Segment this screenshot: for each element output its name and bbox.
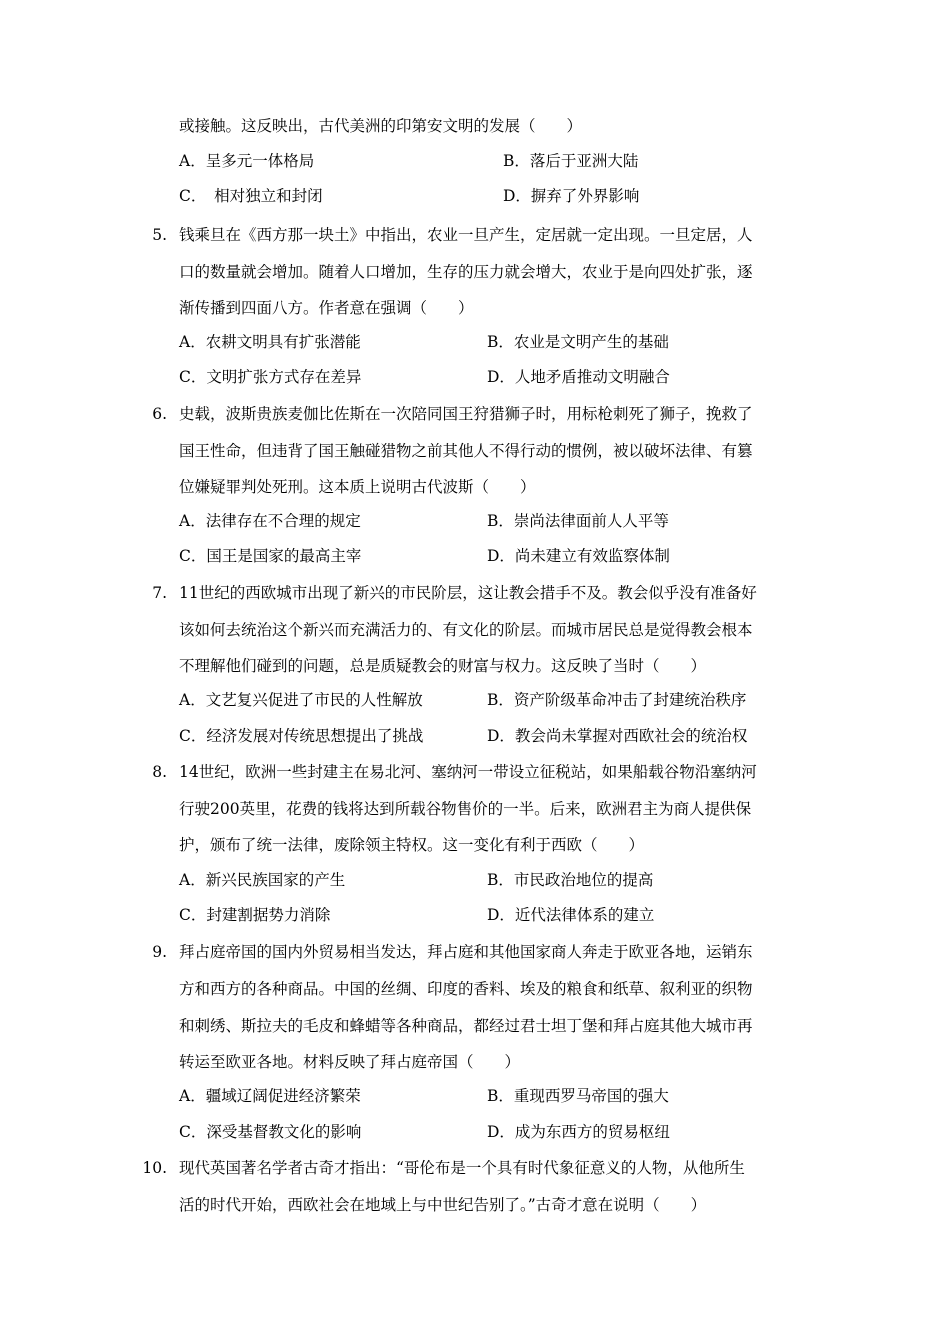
- q9-stem-line: 和刺绣、斯拉夫的毛皮和蜂蜡等各种商品，都经过君士坦丁堡和拜占庭其他大城市再: [179, 1017, 753, 1035]
- q8-stem-line: 14世纪，欧洲一些封建主在易北河、塞纳河一带设立征税站，如果船载谷物沿塞纳河: [179, 763, 757, 781]
- q9-option-c[interactable]: C．深受基督教文化的影响: [179, 1123, 362, 1141]
- q9-option-b[interactable]: B．重现西罗马帝国的强大: [487, 1087, 669, 1105]
- q9-stem-line: 方和西方的各种商品。中国的丝绸、印度的香料、埃及的粮食和纸草、叙利亚的织物: [179, 980, 753, 998]
- q6-number: 6.: [152, 405, 167, 423]
- q7-option-c[interactable]: C．经济发展对传统思想提出了挑战: [179, 727, 424, 745]
- q4-option-c[interactable]: C． 相对独立和封闭: [179, 187, 323, 205]
- q6-option-a[interactable]: A．法律存在不合理的规定: [179, 512, 361, 530]
- q8-stem-line: 护，颁布了统一法律，废除领主特权。这一变化有利于西欧（ ）: [179, 836, 645, 854]
- q7-option-a[interactable]: A．文艺复兴促进了市民的人性解放: [179, 691, 423, 709]
- q5-stem-line: 渐传播到四面八方。作者意在强调（ ）: [179, 299, 474, 317]
- q6-option-c[interactable]: C．国王是国家的最高主宰: [179, 547, 362, 565]
- q8-option-c[interactable]: C．封建割据势力消除: [179, 906, 331, 924]
- q10-number: 10.: [142, 1159, 167, 1177]
- q5-option-d[interactable]: D．人地矛盾推动文明融合: [487, 368, 670, 386]
- q9-number: 9.: [152, 943, 167, 961]
- q9-option-a[interactable]: A．疆域辽阔促进经济繁荣: [179, 1087, 361, 1105]
- q7-option-b[interactable]: B．资产阶级革命冲击了封建统治秩序: [487, 691, 747, 709]
- q7-stem-line: 该如何去统治这个新兴而充满活力的、有文化的阶层。而城市居民总是觉得教会根本: [179, 621, 753, 639]
- q4-option-d[interactable]: D．摒弃了外界影响: [503, 187, 640, 205]
- q8-number: 8.: [152, 763, 167, 781]
- q7-number: 7.: [152, 584, 167, 602]
- q9-option-d[interactable]: D．成为东西方的贸易枢纽: [487, 1123, 670, 1141]
- q9-stem-line: 拜占庭帝国的国内外贸易相当发达，拜占庭和其他国家商人奔走于欧亚各地，运销东: [179, 943, 753, 961]
- q8-option-d[interactable]: D．近代法律体系的建立: [487, 906, 655, 924]
- q6-option-d[interactable]: D．尚未建立有效监察体制: [487, 547, 670, 565]
- q5-option-a[interactable]: A．农耕文明具有扩张潜能: [179, 333, 361, 351]
- q10-stem-line: 活的时代开始，西欧社会在地域上与中世纪告别了。”古奇才意在说明（ ）: [179, 1196, 707, 1214]
- q8-stem-line: 行驶200英里，花费的钱将达到所载谷物售价的一半。后来，欧洲君主为商人提供保: [179, 800, 752, 818]
- q7-stem-line: 11世纪的西欧城市出现了新兴的市民阶层，这让教会措手不及。教会似乎没有准备好: [179, 584, 757, 602]
- q5-number: 5.: [152, 226, 167, 244]
- q7-option-d[interactable]: D．教会尚未掌握对西欧社会的统治权: [487, 727, 748, 745]
- q6-stem-line: 位嫌疑罪判处死刑。这本质上说明古代波斯（ ）: [179, 478, 536, 496]
- q5-stem-line: 口的数量就会增加。随着人口增加，生存的压力就会增大，农业于是向四处扩张，逐: [179, 263, 753, 281]
- q5-stem-line: 钱乘旦在《西方那一块土》中指出，农业一旦产生，定居就一定出现。一旦定居，人: [179, 226, 753, 244]
- q4-option-b[interactable]: B．落后于亚洲大陆: [503, 152, 639, 170]
- q6-option-b[interactable]: B．崇尚法律面前人人平等: [487, 512, 669, 530]
- q8-option-b[interactable]: B．市民政治地位的提高: [487, 871, 654, 889]
- q6-stem-line: 史载，波斯贵族麦伽比佐斯在一次陪同国王狩猎狮子时，用标枪刺死了狮子，挽救了: [179, 405, 753, 423]
- q10-stem-line: 现代英国著名学者古奇才指出：“哥伦布是一个具有时代象征意义的人物，从他所生: [179, 1159, 745, 1177]
- q4-option-a[interactable]: A．呈多元一体格局: [179, 152, 315, 170]
- q9-stem-line: 转运至欧亚各地。材料反映了拜占庭帝国（ ）: [179, 1053, 521, 1071]
- q7-stem-line: 不理解他们碰到的问题，总是质疑教会的财富与权力。这反映了当时（ ）: [179, 657, 707, 675]
- q4-stem-line: 或接触。这反映出，古代美洲的印第安文明的发展（ ）: [179, 117, 583, 135]
- q8-option-a[interactable]: A．新兴民族国家的产生: [179, 871, 346, 889]
- q5-option-b[interactable]: B．农业是文明产生的基础: [487, 333, 669, 351]
- q5-option-c[interactable]: C．文明扩张方式存在差异: [179, 368, 362, 386]
- q6-stem-line: 国王性命，但违背了国王触碰猎物之前其他人不得行动的惯例，被以破坏法律、有篡: [179, 442, 753, 460]
